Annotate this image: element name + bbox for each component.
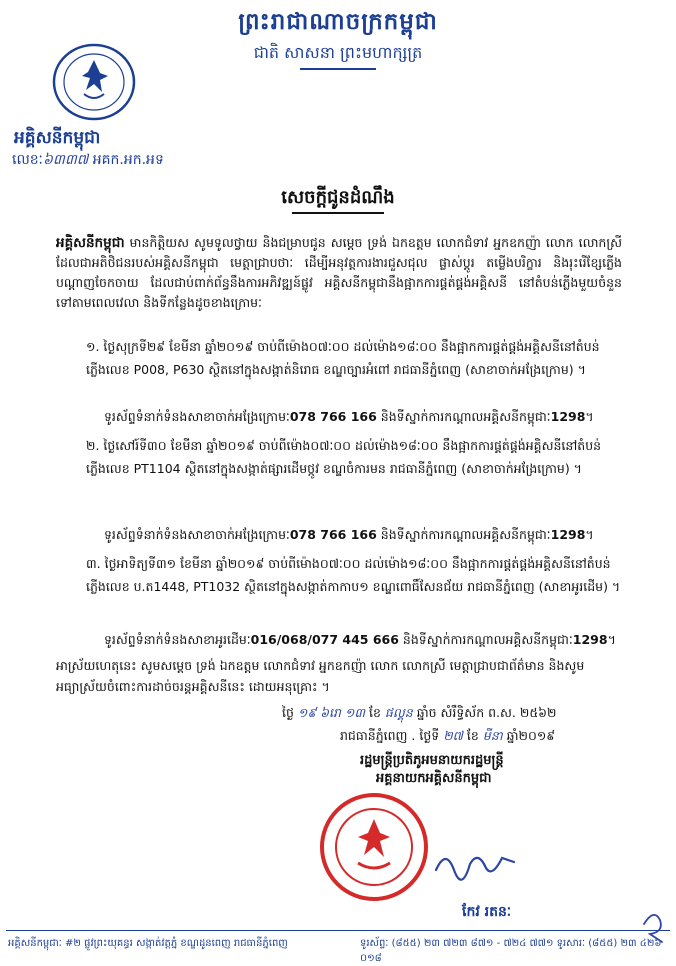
item-number: ៣.	[86, 556, 101, 571]
organization-name: អគ្គិសនីកម្ពុជា	[14, 128, 101, 148]
lunar-month: ផល្គុន	[384, 705, 413, 720]
item-contact	[104, 527, 624, 546]
list-item	[86, 434, 622, 480]
signer-name: កែវ រតនៈ	[462, 904, 512, 920]
contact-end: ។	[585, 409, 594, 424]
item-number: ២.	[86, 438, 100, 453]
list-item	[86, 552, 622, 598]
footer-contacts: ទូរស័ព្ទៈ (៨៥៥) ២៣ ៧២៣ ៨៧១ - ៧២៤ ៧៧១ ទូរសារៈ (៨៥៥) ២៣ ៤២៦ ០១៨	[360, 938, 662, 964]
reference-handwritten: ៦៣៣៧	[42, 152, 89, 168]
title-underline	[292, 212, 384, 214]
intro-body: មានកិត្តិយស សូមទូលថ្វាយ និងជម្រាបជូន សម្តេច ទ្រង់ ឯកឧត្តម លោកជំទាវ អ្នកឧកញ៉ា លោក លោកស្រី ដែលជាអតិថិជនរបស់អគ្គិសនីកម្ពុជា មេត្តាជ្រាបថាៈ ដើម្បីអនុវត្តការងារជួសជុល ផ្លាស់ប្តូរ តម្លើងបរិក្ខារ និងរុះរើខ្សែភ្លើងបណ្តាញចែកចាយ ដែលជាប់ពាក់ព័ន្ធនឹងការអភិវឌ្ឍន៍ផ្លូវ អគ្គិសនីកម្ពុជានឹងផ្អាកការផ្គត់ផ្គង់អគ្គិសនី នៅតំបន់ភ្លើងមួយចំនួនទៅតាមពេលវេលា និងទីកន្លែងដូចខាងក្រោមៈ	[56, 235, 622, 310]
solar-month-label: ខែ	[466, 728, 479, 743]
contact-prefix: ទូរស័ព្ទទំនាក់ទំនងសាខាចាក់អង្រែក្រោមៈ	[104, 527, 290, 542]
item-text: ថ្ងៃអាទិត្យទី៣១ ខែមីនា ឆ្នាំ២០១៩ ចាប់ពីម៉ោង០៧ៈ០០ ដល់ម៉ោង១៨ៈ០០ នឹងផ្អាកការផ្គត់ផ្គង់អគ្គិសនីនៅតំបន់ភ្លើងលេខ ប.ត1448, PT1032 ស្ថិតនៅក្នុងសង្កាត់កាកាប១ ខណ្ឌពោធិ៍សែនជ័យ រាជធានីភ្នំពេញ (សាខាអូរដើម) ។	[86, 556, 621, 594]
solar-year: ឆ្នាំ២០១៩	[506, 728, 556, 743]
item-contact	[104, 409, 624, 428]
lunar-day: ១៩ ៦រោ ១៣	[297, 705, 366, 720]
solar-prefix: រាជធានីភ្នំពេញ . ថ្ងៃទី	[340, 728, 440, 743]
contact-mid: និងទីស្នាក់ការកណ្តាលអគ្គិសនីកម្ពុជាៈ	[376, 527, 551, 542]
closing-paragraph: អាស្រ័យហេតុនេះ សូមសម្តេច ទ្រង់ ឯកឧត្តម លោកជំទាវ អ្នកឧកញ៉ា លោក លោកស្រី មេត្តាជ្រាបជាព័ត៌មាន និងសូមអធ្យាស្រ័យចំពោះការដាច់ចរន្តអគ្គិសនីនេះ ដោយអនុគ្រោះ ។	[56, 658, 585, 694]
contact-hotline: 1298	[550, 527, 586, 542]
contact-hotline: 1298	[572, 632, 608, 647]
contact-mid: និងទីស្នាក់ការកណ្តាលអគ្គិសនីកម្ពុជាៈ	[398, 632, 573, 647]
contact-end: ។	[607, 632, 616, 647]
intro-subject: អគ្គិសនីកម្ពុជា	[56, 235, 125, 251]
signatory-title: រដ្ឋមន្ត្រីប្រតិភូអមនាយករដ្ឋមន្ត្រី	[360, 753, 504, 768]
initial-mark	[640, 906, 670, 950]
footer-address: អគ្គិសនីកម្ពុជាៈ #២ ផ្លូវព្រះយុគន្ធរ សង្កាត់វត្តភ្នំ ខណ្ឌដូនពេញ រាជធានីភ្នំពេញ	[8, 938, 288, 949]
lunar-prefix: ថ្ងៃ	[282, 705, 294, 720]
motto-divider	[300, 68, 376, 70]
reference-number	[12, 150, 164, 171]
lunar-year: ឆ្នាំច សំរឹទ្ធិស័ក ព.ស. ២៥៦២	[416, 705, 557, 720]
solar-date	[340, 728, 555, 747]
lunar-date	[282, 705, 557, 724]
kingdom-title: ព្រះរាជាណាចក្រកម្ពុជា	[238, 9, 438, 35]
list-item	[86, 335, 622, 381]
solar-month: មីនា	[482, 728, 503, 743]
document-title: សេចក្តីជូនដំណឹង	[281, 187, 395, 208]
contact-phone: 078 766 166	[289, 527, 377, 542]
contact-prefix: ទូរស័ព្ទទំនាក់ទំនងសាខាអូរដើមៈ	[104, 632, 251, 647]
intro-paragraph	[56, 233, 622, 313]
item-text: ថ្ងៃសៅរ៍ទី៣០ ខែមីនា ឆ្នាំ២០១៩ ចាប់ពីម៉ោង០៧ៈ០០ ដល់ម៉ោង១៨ៈ០០ នឹងផ្អាកការផ្គត់ផ្គង់អគ្គិសនីនៅតំបន់ភ្លើងលេខ PT1104 ស្ថិតនៅក្នុងសង្កាត់ផ្សារដើមថ្កូវ ខណ្ឌចំការមន រាជធានីភ្នំពេញ (សាខាចាក់អង្រែក្រោម) ។	[86, 438, 602, 476]
contact-phone: 016/068/077 445 666	[250, 632, 399, 647]
national-motto: ជាតិ សាសនា ព្រះមហាក្សត្រ	[253, 43, 423, 62]
contact-end: ។	[585, 527, 594, 542]
signature	[430, 840, 520, 894]
contact-hotline: 1298	[550, 409, 586, 424]
item-number: ១.	[86, 339, 100, 354]
solar-day: ២៧	[443, 728, 463, 743]
item-contact	[104, 632, 624, 651]
edc-logo	[44, 42, 144, 126]
official-stamp	[310, 785, 450, 909]
reference-suffix: អគក.អក.អទ	[92, 152, 164, 168]
footer-divider	[6, 930, 670, 931]
contact-phone: 078 766 166	[289, 409, 377, 424]
contact-mid: និងទីស្នាក់ការកណ្តាលអគ្គិសនីកម្ពុជាៈ	[376, 409, 551, 424]
lunar-month-label: ខែ	[369, 705, 381, 720]
signatory-subtitle: អគ្គនាយកអគ្គិសនីកម្ពុជា	[376, 771, 492, 786]
item-text: ថ្ងៃសុក្រទី២៩ ខែមីនា ឆ្នាំ២០១៩ ចាប់ពីម៉ោង០៧ៈ០០ ដល់ម៉ោង១៨ៈ០០ នឹងផ្អាកការផ្គត់ផ្គង់អគ្គិសនីនៅតំបន់ភ្លើងលេខ P008, P630 ស្ថិតនៅក្នុងសង្កាត់និរោធ ខណ្ឌច្បារអំពៅ រាជធានីភ្នំពេញ (សាខាចាក់អង្រែក្រោម) ។	[86, 339, 600, 377]
reference-prefix: លេខៈ	[12, 152, 43, 168]
contact-prefix: ទូរស័ព្ទទំនាក់ទំនងសាខាចាក់អង្រែក្រោមៈ	[104, 409, 290, 424]
